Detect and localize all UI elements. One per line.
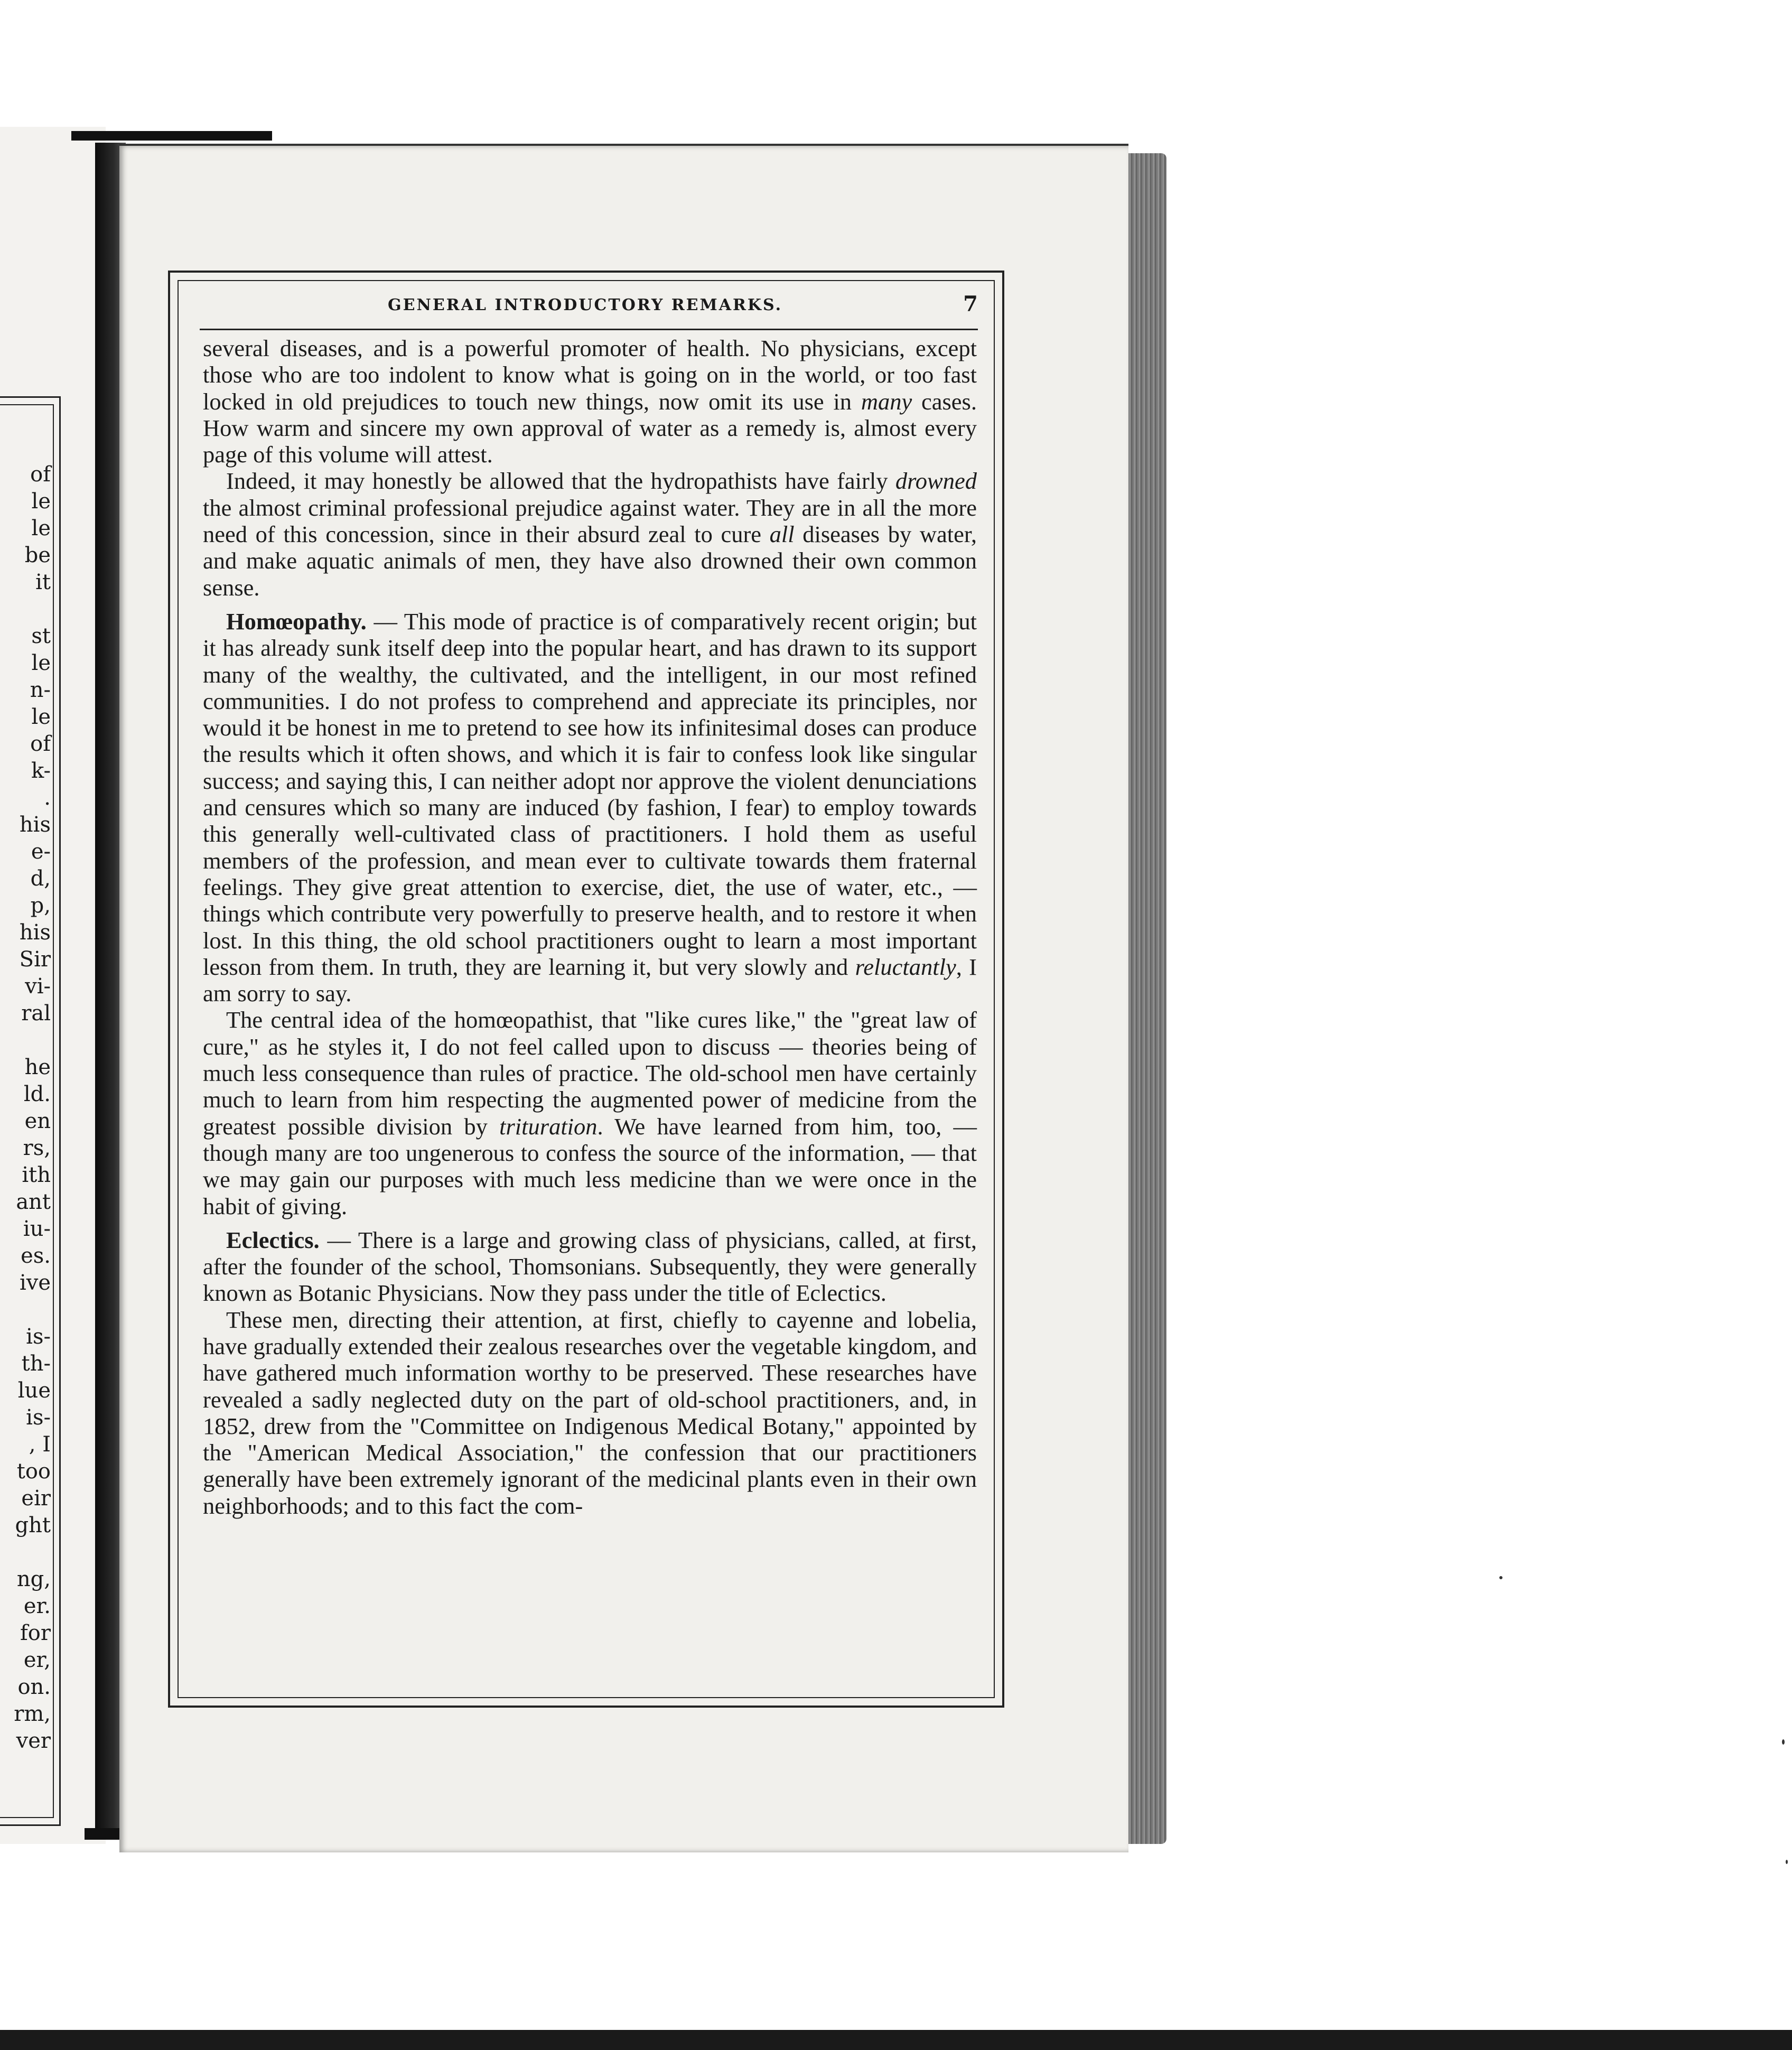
facing-page-line-fragment: ld. <box>23 1082 51 1106</box>
facing-page-line-fragment: ght <box>15 1513 51 1538</box>
section-heading-homoeopathy: Homœopathy. <box>226 608 367 635</box>
facing-page-text <box>8 461 51 1755</box>
facing-page-line-fragment: for <box>20 1621 51 1645</box>
facing-page-line-fragment <box>8 1539 51 1566</box>
facing-page-line-fragment: ng, <box>16 1567 51 1591</box>
facing-page-line-fragment: es. <box>21 1244 51 1268</box>
facing-page-line-fragment: of <box>30 732 51 756</box>
facing-page-line-fragment: iu- <box>23 1217 51 1241</box>
facing-page-line-fragment: his <box>19 813 51 837</box>
facing-page-line-fragment: en <box>24 1109 51 1133</box>
facing-page-line-fragment: is- <box>26 1325 51 1349</box>
facing-page-line-fragment: le <box>31 651 51 675</box>
facing-page-line-fragment: too <box>16 1459 51 1484</box>
facing-page-line-fragment: le <box>31 705 51 729</box>
facing-page-frame <box>0 396 61 1826</box>
facing-page-line-fragment: ver <box>16 1729 51 1753</box>
paragraph-eclectics: Eclectics. — There is a large and growing class of physicians, called, at first, after the founder of the school, Thomsonians. Subsequently, they were generally known as Botanic Physicians. Now they pass under the title of Eclectics. <box>203 1226 977 1307</box>
page-header <box>189 292 981 323</box>
body-text <box>203 335 977 1519</box>
paragraph-central-idea: The central idea of the homœopathist, that "like cures like," the "great law of cure," as he styles it, I do not feel called upon to discuss — theories being of much less consequence than rules of practice. The old-school men have certainly much to learn from him respecting the augmented power of medicine from the greatest possible division by trituration. We have learned from him, too, — though many are too ungenerous to confess the source of the information, — that we may gain our purposes with much less medicine than we were once in the habit of giving. <box>203 1007 977 1219</box>
facing-page-line-fragment: vi- <box>25 974 51 999</box>
facing-page-line-fragment: on. <box>17 1675 51 1699</box>
facing-page-line-fragment: ral <box>21 1001 51 1026</box>
facing-page-line-fragment: ant <box>16 1190 51 1214</box>
facing-page-line-fragment: e- <box>31 840 51 864</box>
facing-page-line-fragment: rs, <box>23 1136 51 1160</box>
facing-page-line-fragment: . <box>44 786 51 810</box>
facing-page-line-fragment <box>8 1297 51 1324</box>
facing-page-line-fragment: it <box>35 570 51 594</box>
paragraph-water-continued: several diseases, and is a powerful promoter of health. No physicians, except those who are too indolent to know what is going on in the world, or too fast locked in old prejudices to touch new things, now omit its use in many cases. How warm and sincere my own approval of water as a remedy is, almost every page of this volume will attest. <box>203 335 977 468</box>
paragraph-homoeopathy: Homœopathy. — This mode of practice is of comparatively recent origin; but it has already sunk itself deep into the popular heart, and has drawn to its support many of the wealthy, the cultivated, and the intelligent, in our most refined communities. I do not profess to comprehend and appreciate its principles, nor would it be honest in me to pretend to see how its infinitesimal doses can produce the results which it often shows, and which it is fair to confess look like singular success; and saying this, I can neither adopt nor approve the violent denunciations and censures which so many are induced (by fashion, I fear) to employ towards this generally well-cultivated class of practitioners. I hold them as useful members of the profession, and mean ever to cultivate towards them fraternal feelings. They give great attention to exercise, diet, the use of water, etc., — things which contribute very powerfully to preserve health, and to restore it when lost. In this thing, the old school practitioners ought to learn a most important lesson from them. In truth, they are learning it, but very slowly and reluctantly, I am sorry to say. <box>203 608 977 1007</box>
facing-page-line-fragment: eir <box>21 1486 51 1511</box>
scan-speck <box>1499 1576 1502 1579</box>
header-rule <box>200 329 978 330</box>
facing-page-line-fragment: his <box>19 920 51 945</box>
facing-page-line-fragment: lue <box>17 1378 51 1403</box>
facing-page-line-fragment <box>8 1027 51 1054</box>
facing-page-line-fragment: st <box>31 624 51 648</box>
paragraph-these-men: These men, directing their attention, at first, chiefly to cayenne and lobelia, have gradually extended their zealous researches over the vegetable kingdom, and have gathered much information worthy to be preserved. These researches have revealed a sadly neglected duty on the part of old-school practitioners, and, in 1852, drew from the "Committee on Indigenous Medical Botany," appointed by the "American Medical Association," the confession that our practitioners generally have been extremely ignorant of the medicinal plants even in their own neighborhoods; and to this fact the com- <box>203 1306 977 1519</box>
paragraph-hydropathists: Indeed, it may honestly be allowed that the hydropathists have fairly drowned the almost criminal professional prejudice against water. They are in all the more need of this concession, since in their absurd zeal to cure all diseases by water, and make aquatic animals of men, they have also drowned their own common sense. <box>203 468 977 601</box>
facing-page-line-fragment: er. <box>23 1594 51 1618</box>
facing-page-line-fragment: ive <box>19 1271 51 1295</box>
facing-page <box>0 127 106 1844</box>
facing-page-line-fragment: p, <box>30 893 51 918</box>
page-edges <box>1128 153 1166 1844</box>
facing-page-line-fragment: of <box>30 462 51 487</box>
facing-page-line-fragment: Sir <box>19 947 51 972</box>
facing-page-line-fragment: he <box>24 1055 51 1079</box>
facing-page-line-fragment: , I <box>29 1432 51 1457</box>
book-cover-edge-top <box>71 131 272 141</box>
page-number: 7 <box>963 292 978 316</box>
facing-page-line-fragment: d, <box>30 866 51 891</box>
facing-page-line-fragment: n- <box>30 678 51 702</box>
facing-page-line-fragment <box>8 596 51 623</box>
facing-page-line-fragment: le <box>31 489 51 514</box>
running-head: GENERAL INTRODUCTORY REMARKS. <box>387 296 783 314</box>
facing-page-line-fragment: ith <box>22 1163 51 1187</box>
facing-page-line-fragment: be <box>24 543 51 567</box>
facing-page-line-fragment: th- <box>21 1352 51 1376</box>
facing-page-line-fragment: k- <box>31 759 51 783</box>
scan-speck <box>1786 1860 1788 1864</box>
text-frame <box>168 271 1004 1708</box>
facing-page-line-fragment: le <box>31 516 51 541</box>
scan-speck <box>1782 1739 1785 1745</box>
facing-page-line-fragment: rm, <box>14 1702 51 1726</box>
section-heading-eclectics: Eclectics. <box>226 1226 320 1253</box>
scan-border-bottom <box>0 2030 1792 2050</box>
facing-page-line-fragment: er, <box>23 1648 51 1672</box>
facing-page-line-fragment: is- <box>26 1405 51 1430</box>
